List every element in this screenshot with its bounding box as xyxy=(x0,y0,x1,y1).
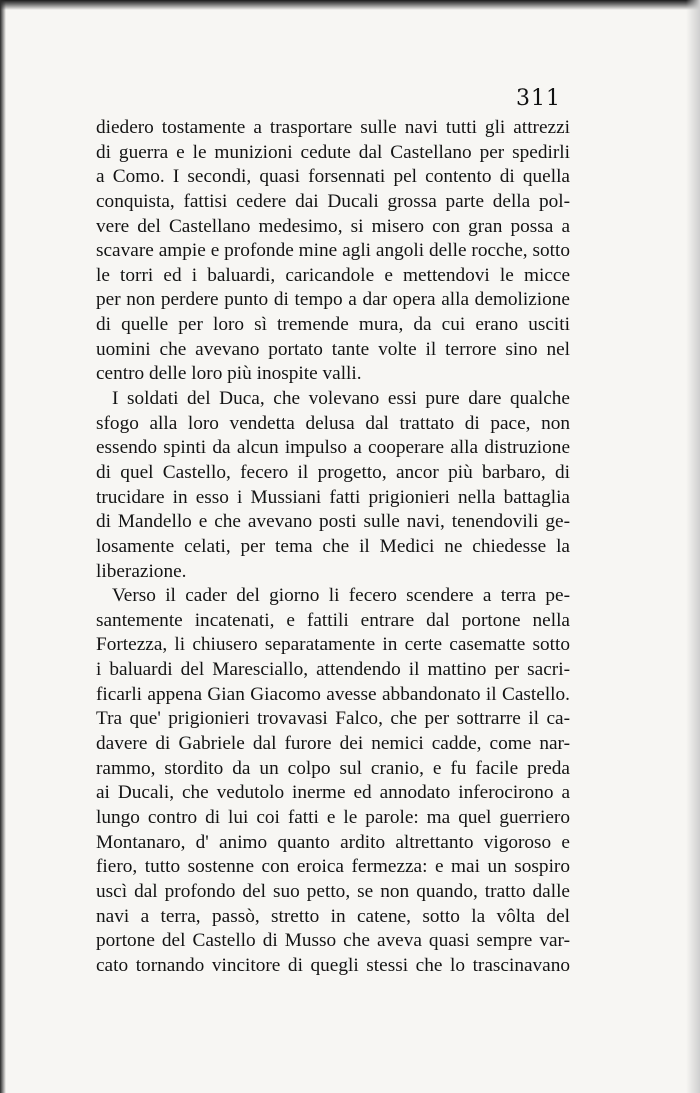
paragraph-3 xyxy=(96,584,570,978)
text-line: cato tornando vincitore di quegli stessi che lo trascinavano xyxy=(96,954,570,976)
page-left-edge xyxy=(0,0,6,1093)
text-line: Verso il cader del giorno li fecero scendere a terra pe- xyxy=(112,585,570,607)
text-line: scavare ampie e profonde mine agli angoli delle rocche, sotto xyxy=(96,240,570,262)
text-line: Montanaro, d' animo quanto ardito altrettanto vigoroso e xyxy=(96,831,570,853)
paragraph-2 xyxy=(96,387,570,584)
page-number: 311 xyxy=(516,86,561,111)
text-line: liberazione. xyxy=(96,560,187,582)
text-line: di guerra e le munizioni cedute dal Castellano per spedirli xyxy=(96,141,570,163)
text-line: a Como. I secondi, quasi forsennati pel contento di quella xyxy=(96,166,570,188)
paragraph-1 xyxy=(96,116,570,387)
text-line: fiero, tutto sostenne con eroica fermezza: e mai un sospiro xyxy=(96,856,570,878)
text-line: lungo contro di lui coi fatti e le parole: ma quel guerriero xyxy=(96,806,570,828)
text-line: vere del Castellano medesimo, si misero con gran possa a xyxy=(96,215,570,237)
text-line: trucidare in esso i Mussiani fatti prigionieri nella battaglia xyxy=(96,486,570,508)
text-line: santemente incatenati, e fattili entrare dal portone nella xyxy=(96,609,570,631)
text-line: uomini che avevano portato tante volte il terrore sino nel xyxy=(96,338,570,360)
text-line: I soldati del Duca, che volevano essi pure dare qualche xyxy=(112,388,570,410)
body-text xyxy=(96,116,570,978)
page-top-shadow xyxy=(0,0,700,10)
page-right-edge xyxy=(686,0,700,1093)
text-line: di Mandello e che avevano posti sulle navi, tenendovili ge- xyxy=(96,511,570,533)
text-line: di quelle per loro sì tremende mura, da cui erano usciti xyxy=(96,314,570,336)
text-line: i baluardi del Maresciallo, attendendo il mattino per sacri- xyxy=(96,659,570,681)
text-line: centro delle loro più inospite valli. xyxy=(96,363,362,385)
text-line: rammo, stordito da un colpo sul cranio, e fu facile preda xyxy=(96,757,570,779)
text-line: per non perdere punto di tempo a dar opera alla demolizione xyxy=(96,289,570,311)
text-line: ai Ducali, che vedutolo inerme ed annodato inferocirono a xyxy=(96,782,570,804)
text-line: Fortezza, li chiusero separatamente in certe casematte sotto xyxy=(96,634,570,656)
text-line: diedero tostamente a trasportare sulle navi tutti gli attrezzi xyxy=(96,117,570,138)
text-line: navi a terra, passò, stretto in catene, sotto la vôlta del xyxy=(96,905,570,927)
text-line: di quel Castello, fecero il progetto, ancor più barbaro, di xyxy=(96,461,570,483)
text-line: uscì dal profondo del suo petto, se non quando, tratto dalle xyxy=(96,880,570,902)
text-line: portone del Castello di Musso che aveva quasi sempre var- xyxy=(96,930,570,952)
text-line: losamente celati, per tema che il Medici ne chiedesse la xyxy=(96,535,570,557)
text-line: essendo spinti da alcun impulso a cooperare alla distruzione xyxy=(96,437,570,459)
text-line: davere di Gabriele dal furore dei nemici cadde, come nar- xyxy=(96,733,570,755)
text-line: conquista, fattisi cedere dai Ducali grossa parte della pol- xyxy=(96,190,570,212)
text-line: Tra que' prigionieri trovavasi Falco, che per sottrarre il ca- xyxy=(96,708,570,730)
text-line: sfogo alla loro vendetta delusa dal trattato di pace, non xyxy=(96,412,570,434)
text-line: ficarli appena Gian Giacomo avesse abbandonato il Castello. xyxy=(96,683,570,705)
text-line: le torri ed i baluardi, caricandole e mettendovi le micce xyxy=(96,264,570,286)
